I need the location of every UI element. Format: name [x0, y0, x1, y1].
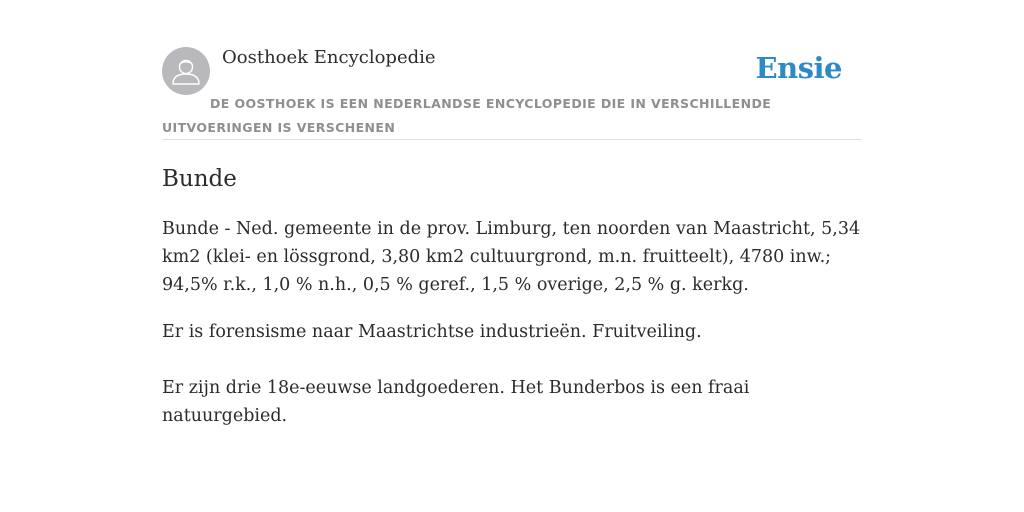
article-title: Bunde	[162, 166, 237, 192]
user-icon	[162, 47, 210, 95]
article-paragraph: Bunde - Ned. gemeente in de prov. Limburg, ten noorden van Maastricht, 5,34 km2 (klei- en lössgrond, 3,80 km2 cultuurgrond, m.n. fruitteelt), 4780 inw.; 94,5% r.k., 1,0 % n.h., 0,5 % geref., 1,5 % overige, 2,5 % g. kerkg.	[162, 219, 861, 295]
article-paragraph: Er is forensisme naar Maastrichtse industrieën. Fruitveiling.	[162, 322, 702, 342]
article-paragraph: Er zijn drie 18e-eeuwse landgoederen. Het Bunderbos is een fraai natuurgebied.	[162, 378, 750, 426]
source-description: DE OOSTHOEK IS EEN NEDERLANDSE ENCYCLOPEDIE DIE IN VERSCHILLENDE UITVOERINGEN IS VERSCHENEN	[162, 96, 772, 135]
source-title[interactable]: Oosthoek Encyclopedie	[222, 47, 436, 68]
header-divider	[162, 139, 862, 140]
brand-logo[interactable]: Ensie	[755, 51, 842, 85]
article	[162, 160, 862, 430]
source-avatar[interactable]	[162, 47, 210, 95]
